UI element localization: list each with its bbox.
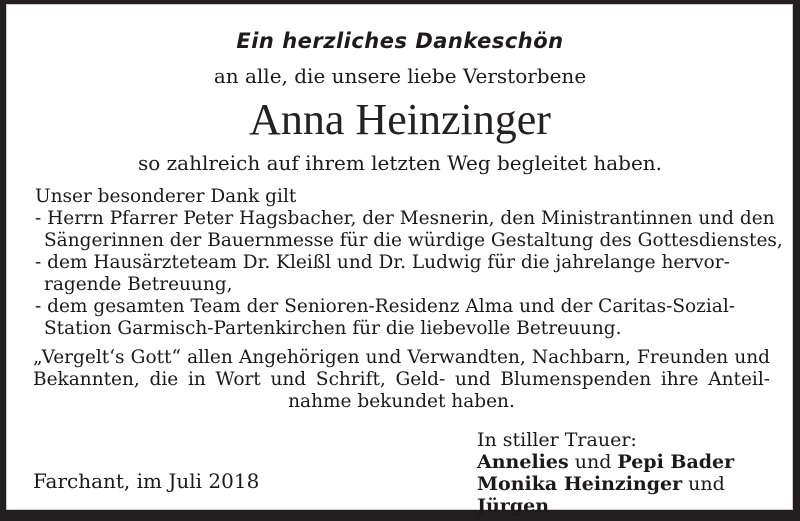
place-date-line: Farchant, im Juli 2018 (33, 469, 260, 493)
intro-line: an alle, die unsere liebe Verstorbene (213, 64, 587, 88)
gratitude-line: nahme bekundet haben. (288, 391, 515, 412)
outro-line: so zahlreich auf ihrem letzten Weg begleitet haben. (137, 151, 663, 175)
gratitude-line: Bekannten, die in Wort und Schrift, Geld- und Blumenspenden ihre Anteil- (33, 369, 770, 390)
mourning-title: In stiller Trauer: (477, 429, 637, 451)
thanks-line: ragende Betreuung, (44, 274, 233, 295)
thanks-line: - dem gesamten Team der Senioren-Residenz Alma und der Caritas-Sozial- (35, 296, 735, 317)
notice-headline: Ein herzliches Dankeschön (236, 29, 564, 53)
thanks-intro: Unser besonderer Dank gilt (35, 186, 297, 207)
gratitude-line: „Vergelt‘s Gott“ allen Angehörigen und Verwandten, Nachbarn, Freunden und (33, 347, 770, 368)
mourner-line (477, 451, 800, 473)
thanks-line: - Herrn Pfarrer Peter Hagsbacher, der Mesnerin, den Ministrantinnen und den (35, 208, 775, 229)
mourner-name: Monika Heinzinger (477, 473, 683, 495)
deceased-name: Anna Heinzinger (249, 95, 551, 144)
thanks-line: - dem Hausärzteteam Dr. Kleißl und Dr. Ludwig für die jahrelange hervor- (35, 252, 730, 273)
mourner-name: Pepi Bader (617, 451, 735, 473)
mourner-name: Annelies (477, 451, 569, 473)
conjunction: und (688, 473, 725, 495)
thanks-block (35, 186, 783, 340)
mourner-line (477, 473, 800, 517)
mourning-block (477, 429, 800, 517)
mourner-name: Jürgen (477, 495, 550, 517)
conjunction: und (574, 451, 612, 473)
thanks-line: Sängerinnen der Bauernmesse für die würdige Gestaltung des Gottesdienstes, (44, 230, 783, 251)
thanks-line: Station Garmisch-Partenkirchen für die liebevolle Betreuung. (44, 318, 622, 339)
gratitude-paragraph (33, 347, 770, 413)
